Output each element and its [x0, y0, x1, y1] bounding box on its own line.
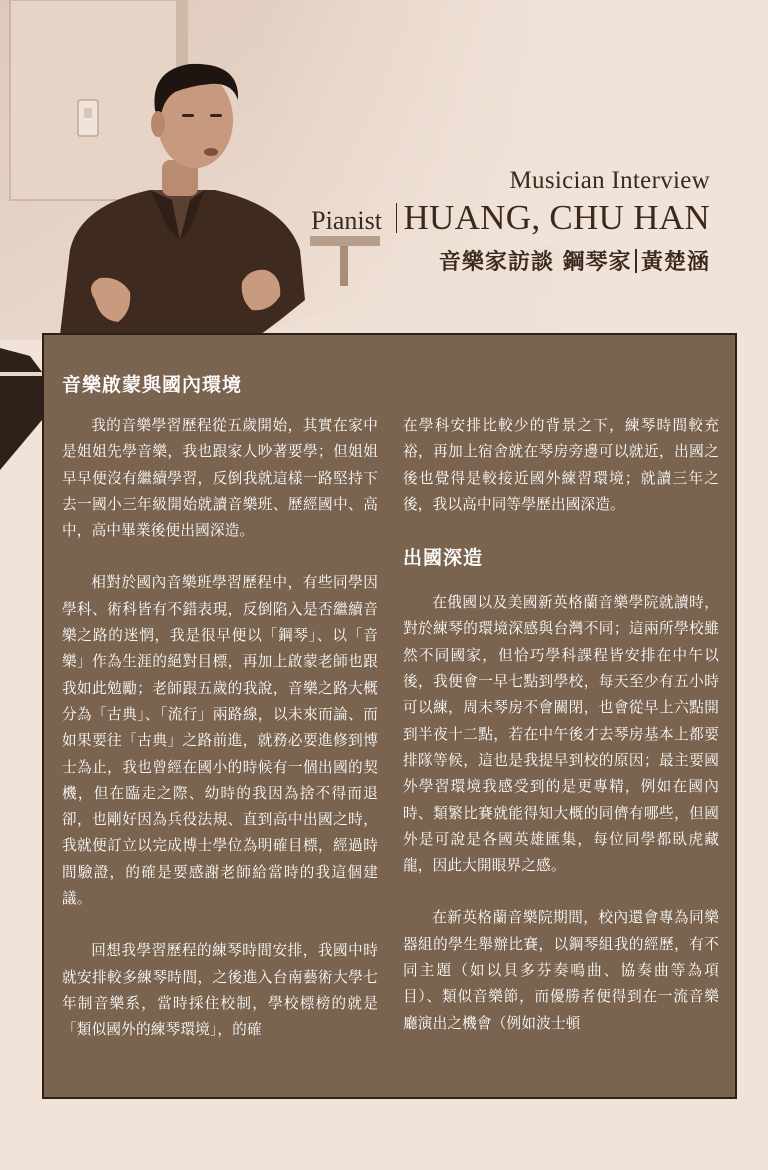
name-en: HUANG, CHU HAN [403, 198, 710, 237]
section-heading-music-enlightenment: 音樂啟蒙與國內環境 [62, 374, 243, 396]
title-zh: 音樂家訪談 鋼琴家 [438, 249, 632, 275]
piano-fragment [0, 348, 42, 470]
divider-bar [396, 203, 398, 233]
title-zh-line [311, 247, 710, 277]
paragraph-continued: 在學科安排比較少的背景之下，練琴時間較充裕，再加上宿舍就在琴房旁邊可以就近，出國之後也覺得是較接近國外練習環境；就讀三年之後，我以高中同等學歷出國深造。 [403, 417, 719, 513]
paragraph: 在新英格蘭音樂院期間，校內還會專為同樂器組的學生舉辦比賽，以鋼琴組我的經歷，有不同主題（如以貝多芬奏鳴曲、協奏曲等為項目）、類似音樂節，而優勝者便得到在一流音樂廳演出之機會（例如波士頓 [403, 909, 719, 1032]
name-line-en [311, 198, 710, 245]
paragraph: 回想我學習歷程的練琴時間安排，我國中時就安排較多練琴時間，之後進入台南藝術大學七年制音樂系，當時採住校制，學校標榜的就是「類似國外的練琴環境」，的確 [62, 942, 378, 1039]
role-en: Pianist [311, 206, 382, 235]
interview-header [311, 166, 710, 277]
section-heading-study-abroad: 出國深造 [403, 547, 484, 570]
divider-bar-small [635, 249, 637, 273]
paragraph: 相對於國內音樂班學習歷程中，有些同學因學科、術科皆有不錯表現，反倒陷入是否繼續音樂之路的迷惘，我是很早便以「鋼琴」、以「音樂」作為生涯的絕對目標，再加上啟蒙老師也跟我如此勉勵；老師跟五歲的我說，音樂之路大概分為「古典」、「流行」兩路線，以未來而論、而如果要往「古典」之路前進，就務必要進修到博士為止，我也曾經在國小的時候有一個出國的契機，但在臨走之際、幼時的我因為捨不得而退卻，也剛好因為兵役法規、直到高中出國之時，我就便訂立以完成博士學位為明確目標，經過時間驗證，的確是要感謝老師給當時的我這個建議。 [62, 574, 378, 908]
series-title: Musician Interview [509, 167, 710, 194]
paragraph: 在俄國以及美國新英格蘭音樂學院就讀時，對於練琴的環境深感與台灣不同；這兩所學校雖然不同國家，但恰巧學科課程皆安排在中午以後，我便會一早七點到學校，每天至少有五小時可以練，周末琴房不會關閉，也會從早上六點開到半夜十二點，若在中午後才去琴房基本上都要排隊等候，這也是我提早到校的原因；最主要國外學習環境我感受到的是更專精，例如在國內時、類繁比賽就能得知大概的同儕有哪些，但國外是可說是各國英雄匯集，每位同學都臥虎藏龍，因此大開眼界之感。 [403, 594, 719, 875]
paragraph: 我的音樂學習歷程從五歲開始，其實在家中是姐姐先學音樂，我也跟家人吵著要學；但姐姐早早便沒有繼續學習，反倒我就這樣一路堅持下去一國小三年級開始就讀音樂班、歷經國中、高中，高中畢業後便出國深造。 [62, 417, 378, 540]
article-column-right [403, 335, 719, 1063]
name-zh: 黃楚涵 [640, 249, 710, 275]
article-column-left [62, 335, 378, 1070]
article-panel [42, 333, 737, 1099]
